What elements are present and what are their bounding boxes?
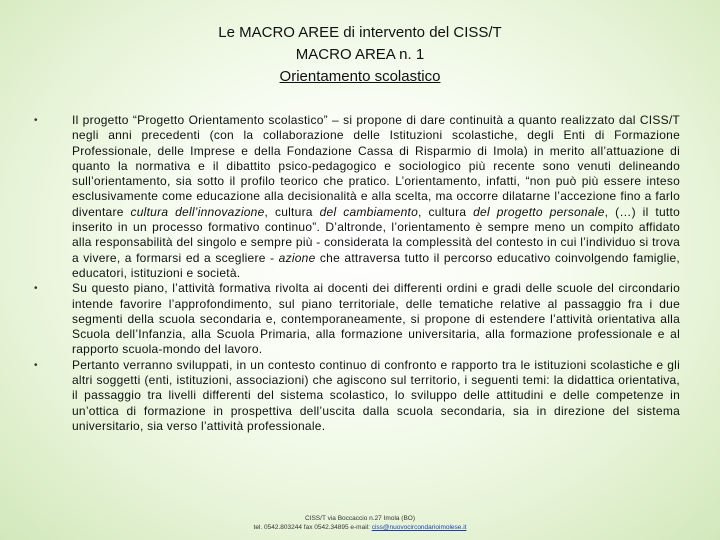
text-segment-italic: cultura dell’innovazione [130, 204, 265, 219]
title-line-3: Orientamento scolastico [279, 68, 441, 85]
text-segment-italic: azione [278, 250, 316, 265]
footer-address: CISS/T via Boccaccio n.27 Imola (BO) [304, 515, 416, 522]
text-segment-italic: del progetto personale [473, 204, 605, 219]
bullet-icon: • [34, 359, 38, 371]
footer [0, 514, 720, 532]
bullet-text [72, 113, 680, 280]
title-line-2: MACRO AREA n. 1 [295, 46, 425, 63]
footer-contacts [0, 523, 720, 532]
text-segment: , cultura [264, 204, 320, 219]
bullet-icon: • [34, 283, 38, 295]
slide-title [0, 22, 720, 88]
text-segment-italic: del cambiamento [319, 204, 419, 219]
footer-phone-fax: tel. 0542.803244 fax 0542.34895 e-mail: [253, 524, 372, 531]
footer-email-link[interactable]: ciss@nuovocircondarioimolese.it [371, 524, 467, 531]
text-segment: , cultura [418, 204, 474, 219]
bullet-text: Su questo piano, l’attività formativa rivolta ai docenti dei differenti ordini e gradi delle scuole del circondario intende favorire l’approfondimento, sul piano territoriale, delle tematiche relative al passaggio fra i due segmenti della scuola secondaria e, contemporaneamente, si propone di estendere l’attività orientativa alla Scuola dell’Infanzia, alla Scuola Primaria, alla formazione universitaria, alla formazione professionale e al rapporto scuola-mondo del lavoro. [72, 281, 680, 357]
bullet-text: Pertanto verranno sviluppati, in un contesto continuo di confronto e rapporto tra le istituzioni scolastiche e gli altri soggetti (enti, istituzioni, associazioni) che agiscono sul territorio, i seguenti temi: la didattica orientativa, il passaggio tra livelli differenti del sistema scolastico, lo sviluppo delle attitudini e delle competenze in un’ottica di formazione in prospettiva dell’uscita dalla scuola secondaria, sia in direzione del sistema universitario, sia verso l’attività professionale. [72, 357, 680, 433]
bullet-list [34, 113, 680, 434]
title-line-1: Le MACRO AREE di intervento del CISS/T [218, 24, 502, 41]
bullet-item [34, 358, 680, 434]
text-segment: che attraversa tutto il percorso educativo coinvolgendo famiglie, educatori, istituzioni e società. [72, 250, 680, 280]
text-segment: , (…) il tutto inserito in un processo formativo continuo”. D’altronde, l’orientamento è sempre meno un compito affidato alla responsabilità del singolo e sempre più - considerata la complessità del contesto in cui l’individuo si trova a vivere, a formarsi ed a scegliere - [72, 204, 680, 265]
text-segment: Il progetto “Progetto Orientamento scolastico” – si propone di dare continuità a quanto realizzato dal CISS/T negli anni precedenti (con la collaborazione delle Istituzioni scolastiche, degli Enti di Formazione Professionale, delle Imprese e della Fondazione Cassa di Risparmio di Imola) in merito all’attuazione di quanto la normativa e il dibattito psico-pedagogico e sociologico più recente sono venuti delineando sull’orientamento, sia sotto il profilo teorico che pratico. L’orientamento, infatti, “non può più essere inteso esclusivamente come educazione alla decisionalità e alla scelta, ma occorre dilatarne l’accezione fino a farlo diventare [72, 113, 680, 219]
bullet-icon: • [34, 115, 38, 126]
bullet-item [34, 281, 680, 357]
bullet-item [34, 113, 680, 281]
